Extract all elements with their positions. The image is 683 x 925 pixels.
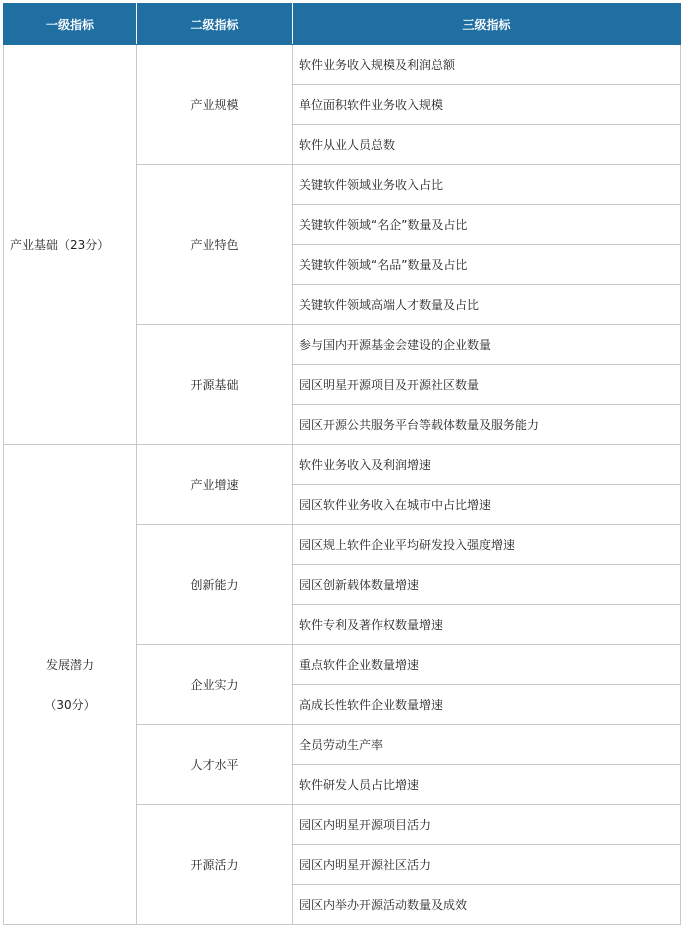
level3-cell: 园区软件业务收入在城市中占比增速 — [293, 485, 681, 525]
level1-cell: 产业基础（23分） — [4, 45, 137, 445]
level3-cell: 软件专利及著作权数量增速 — [293, 605, 681, 645]
header-level1: 一级指标 — [4, 4, 137, 45]
header-level3: 三级指标 — [293, 4, 681, 45]
level3-cell: 高成长性软件企业数量增速 — [293, 685, 681, 725]
level3-cell: 园区规上软件企业平均研发投入强度增速 — [293, 525, 681, 565]
level3-cell: 软件研发人员占比增速 — [293, 765, 681, 805]
level3-cell: 软件从业人员总数 — [293, 125, 681, 165]
table-row — [4, 445, 681, 485]
level3-cell: 软件业务收入及利润增速 — [293, 445, 681, 485]
level1-cell — [4, 445, 137, 925]
level2-cell: 产业规模 — [137, 45, 293, 165]
header-row — [4, 4, 681, 45]
level3-cell: 园区创新载体数量增速 — [293, 565, 681, 605]
level3-cell: 园区内明星开源社区活力 — [293, 845, 681, 885]
level3-cell: 园区内举办开源活动数量及成效 — [293, 885, 681, 925]
level3-cell: 关键软件领域“名企”数量及占比 — [293, 205, 681, 245]
level3-cell: 参与国内开源基金会建设的企业数量 — [293, 325, 681, 365]
level3-cell: 园区明星开源项目及开源社区数量 — [293, 365, 681, 405]
level2-cell: 产业增速 — [137, 445, 293, 525]
level2-cell: 开源活力 — [137, 805, 293, 925]
level3-cell: 关键软件领域高端人才数量及占比 — [293, 285, 681, 325]
level3-cell: 关键软件领域“名品”数量及占比 — [293, 245, 681, 285]
level3-cell: 关键软件领域业务收入占比 — [293, 165, 681, 205]
indicator-table — [3, 3, 681, 925]
level3-cell: 重点软件企业数量增速 — [293, 645, 681, 685]
level3-cell: 全员劳动生产率 — [293, 725, 681, 765]
level2-cell: 产业特色 — [137, 165, 293, 325]
level1-score: （30分） — [44, 697, 96, 712]
level3-cell: 园区内明星开源项目活力 — [293, 805, 681, 845]
level2-cell: 企业实力 — [137, 645, 293, 725]
level2-cell: 开源基础 — [137, 325, 293, 445]
level3-cell: 软件业务收入规模及利润总额 — [293, 45, 681, 85]
level1-title: 发展潜力 — [45, 657, 94, 672]
header-level2: 二级指标 — [137, 4, 293, 45]
level2-cell: 人才水平 — [137, 725, 293, 805]
level3-cell: 园区开源公共服务平台等载体数量及服务能力 — [293, 405, 681, 445]
level3-cell: 单位面积软件业务收入规模 — [293, 85, 681, 125]
table-row — [4, 45, 681, 85]
level2-cell: 创新能力 — [137, 525, 293, 645]
